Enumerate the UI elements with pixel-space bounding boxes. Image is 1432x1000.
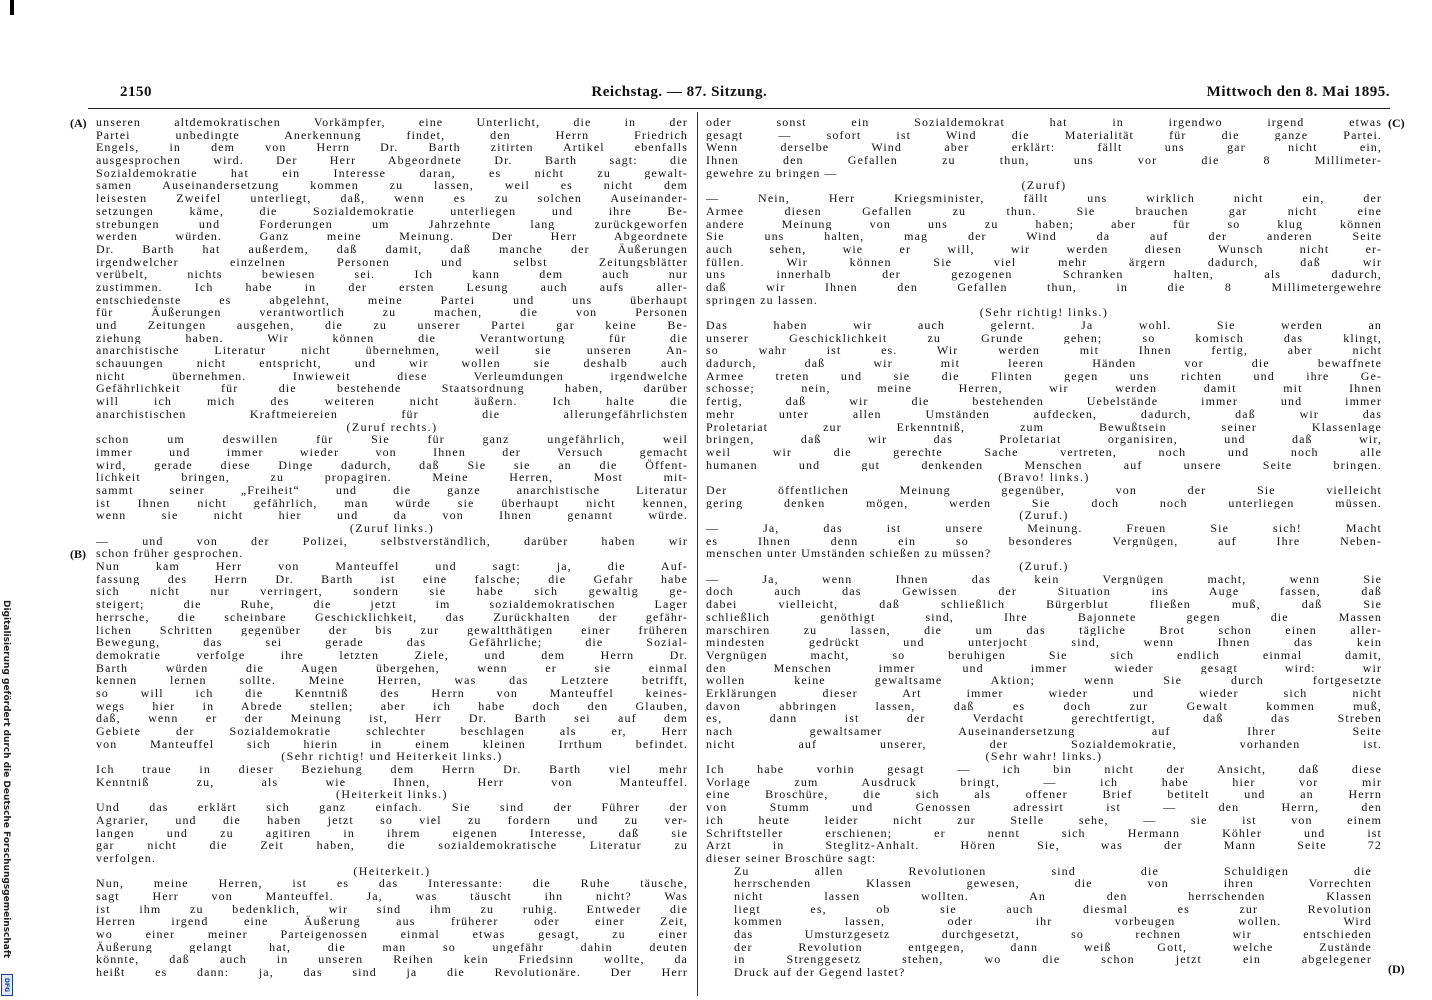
text-line: sammt seiner „Freiheit“ und die ganze anarchistische Literatur [96,483,688,497]
text-line: schauungen nicht entspricht, und wir wollen sie deshalb auch [96,357,688,370]
text-line: verfolgen. [96,851,156,865]
text-line: ausgesprochen wird. Der Herr Abgeordnete Dr. Barth sagt: die [96,154,688,167]
text-line: Das haben wir auch gelernt. Ja wohl. Sie werden an [706,319,1382,332]
text-line: Ich habe vorhin gesagt — ich bin nicht der Ansicht, daß diese [706,763,1382,776]
stage-direction: (Heiterkeit links.) [336,788,448,802]
stage-direction: (Zuruf) [1021,179,1067,193]
text-line: es, dann ist der Verdacht gerechtfertigt, daß das Streben [706,712,1382,725]
session-title: Reichstag. — 87. Sitzung. [591,84,768,100]
text-line: gar nicht die Zeit haben, die sozialdemokratische Literatur zu [96,839,688,852]
text-line: Wenn derselbe Wind aber erklärt: fällt uns gar nicht ein, [706,141,1382,155]
quoted-passage [706,865,1382,979]
text-line: wird, gerade diese Dinge dadurch, daß Sie sie an die Öffent- [96,458,688,472]
text-line: mehr unter allen Umständen aufdecken, dadurch, daß wir das [706,407,1382,421]
text-line: irgendwelcher einzelnen Personen und selbst Zeitungsblätter [96,255,688,269]
page-header [120,84,1390,104]
text-line: fassung des Herrn Dr. Barth ist eine falsche; die Gefahr habe [96,572,688,586]
text-line: Ich traue in dieser Beziehung dem Herrn Dr. Barth viel mehr [96,763,688,776]
text-line: lichkeit bringen, zu propagiren. Meine Herren, Most mit- [96,471,688,484]
text-line: für Äußerungen verantwortlich zu machen, die von Personen [96,306,688,319]
text-line: Sozialdemokratie hat ein Interesse daran, es nicht zu gewalt- [96,166,688,180]
text-line: ziehung haben. Wir können die Verantwortung für die [96,331,688,345]
text-line: marschiren zu lassen, die um das tägliche Brot schon einen aller- [706,623,1382,637]
text-line: menschen unter Umständen schießen zu müssen? [706,547,992,561]
text-line: unseren altdemokratischen Vorkämpfer, eine Unterlicht, die in der [96,116,688,129]
speech-block [706,116,1382,865]
text-line: springen zu lassen. [706,293,818,307]
text-line: von Manteuffel sich hierin in einem kleinen Irrthum befindet. [96,737,688,751]
text-line: fertig, daß wir die bestehenden Uebelstände immer und immer [706,395,1382,408]
text-line: Agrarier, und die haben jetzt so viel zu fordern und zu ver- [96,813,688,827]
text-line: weil wir die gerechte Sache vertreten, noch und noch alle [706,445,1382,459]
stage-direction: (Zuruf rechts.) [346,420,438,434]
stage-direction: (Sehr richtig! und Heiterkeit links.) [281,750,503,764]
text-line: werden würden. Ganz meine Meinung. Der Herr Abgeordnete [96,230,688,243]
margin-marker-a: (A) [70,116,87,130]
text-line: Armee treten und sie die Flinten gegen uns richten und ihre Ge- [706,369,1382,383]
text-line: den Menschen immer und immer wieder gesagt wird: wir [706,661,1382,675]
dfg-logo: DFG [1,974,13,996]
text-line: Bewegung, das sei gerade das Gefährliche; die Sozial- [96,636,688,649]
text-line: nicht auf unserer, der Sozialdemokratie, vorhanden ist. [706,737,1382,751]
text-line: heißt es dann: ja, das sind ja die Revolutionäre. Der Herr [96,966,688,979]
text-line: wegs hier in Abrede stellen; aber ich habe doch den Glauben, [96,699,688,713]
text-line: will ich mich des weiteren nicht äußern. Ich halte die [96,395,688,408]
right-column [706,116,1382,996]
text-line: strebungen und Forderungen um Jahrzehnte lang zurückgeworfen [96,217,688,231]
text-line: — und von der Polizei, selbstverständlich, darüber haben wir [96,534,688,548]
text-line: Äußerung gelangt hat, die man so ungefähr dahin deuten [96,940,688,954]
text-line: gewehre zu bringen — [706,166,838,180]
text-line: langen und zu agitiren in ihrem eigenen Interesse, daß sie [96,826,688,840]
text-line: wenn sie nicht hier und da von Ihnen genannt würde. [96,509,688,522]
quote-line: das Umsturzgesetz durchgesetzt, so rechnen wir entschieden [734,928,1372,941]
text-line: Erklärungen dieser Art immer wieder und wieder sich nicht [706,686,1382,700]
text-line: unserer Geschicklichkeit zu Grunde gehen; so komisch das klingt, [706,331,1382,345]
page-number: 2150 [120,84,152,100]
text-line: Ihnen den Gefallen zu thun, uns vor die 8 Millimeter- [706,154,1382,167]
quote-line: herrschenden Klassen gewesen, die von ihren Vorrechten [734,877,1372,890]
text-line: füllen. Wir können Sie viel mehr ärgern dadurch, daß wir [706,255,1382,269]
text-line: Armee diesen Gefallen zu thun. Sie brauchen gar nicht eine [706,204,1382,218]
stage-direction: (Zuruf links.) [349,522,435,535]
text-line: Kenntniß zu, als wie Ihnen, Herr von Manteuffel. [96,775,688,789]
quote-line: Druck auf der Gegend lastet? [734,966,906,979]
text-line: wollen keine gewaltsame Aktion; wenn Sie durch fortgesetzte [706,674,1382,687]
text-line: verübelt, nichts bewiesen sei. Ich kann dem auch nur [96,268,688,281]
text-line: Barth würden die Augen übergehen, wenn er sie einmal [96,661,688,675]
text-line: — Ja, wenn Ihnen das kein Vergnügen macht, wenn Sie [706,572,1382,586]
text-line: uns innerhalb der gezogenen Schranken halten, als dadurch, [706,268,1382,281]
column-rule [697,112,698,996]
quote-line: nicht lassen wollten. An den herrschenden Klassen [734,889,1372,903]
text-line: anarchistische Literatur nicht übernehmen, weil sie unseren An- [96,344,688,358]
text-line: und Zeitungen ausgehen, die zu unserer Partei gar keine Be- [96,319,688,332]
text-line: schosse; nein, meine Herren, wir werden damit mit Ihnen [706,382,1382,396]
text-line: anarchistischen Kraftmeiereien für die allerungefährlichsten [96,407,688,421]
quote-line: liegt es, ob sie auch diesmal es zur Revolution [734,902,1372,916]
text-line: kennen lernen sollte. Meine Herren, was das Letztere betrifft, [96,674,688,687]
text-line: Partei unbedingte Anerkennung findet, den Herrn Friedrich [96,128,688,142]
text-line: davon abbringen lassen, daß es doch zur Gewalt kommen muß, [706,699,1382,713]
text-line: immer und immer wieder von Ihnen der Versuch gemacht [96,445,688,459]
scan-edge-mark [10,0,14,15]
text-line: dieser seiner Broschüre sagt: [706,851,877,865]
text-line: andere Meinung von uns zu haben; aber für so klug können [706,217,1382,231]
header-rule [88,108,1390,109]
quote-line: kommen lassen, oder ihr vorbeugen wollen. Wird [734,915,1372,928]
text-line: Nun, meine Herren, ist es das Interessante: die Ruhe täusche, [96,877,688,890]
text-line: Herren irgend eine Äußerung aus früherer oder einer Zeit, [96,915,688,928]
text-line: sich nicht nur verringert, sondern sie habe sich gewaltig ge- [96,585,688,599]
text-line: bringen, daß wir das Proletariat organisiren, und daß wir, [706,433,1382,446]
text-line: humanen und gut denkenden Menschen auf unsere Seite bringen. [706,458,1382,472]
text-line: lichen Schritten gegenüber der bis zur gewaltthätigen einer früheren [96,623,688,637]
text-line: schon um deswillen für Sie für ganz ungefährlich, weil [96,433,688,446]
text-line: Arzt in Steglitz-Anhalt. Hören Sie, was der Mann Seite 72 [706,839,1382,852]
text-line: sagt Herr von Manteuffel. Ja, was täuscht ihn nicht? Was [96,889,688,903]
text-line: Proletariat zur Erkenntniß, zum Bewußtsein seiner Klassenlage [706,420,1382,434]
text-line: ist ihm zu bedenklich, wir sind ihm zu ruhig. Entweder die [96,902,688,916]
text-line: auch sehen, wie er will, wir werden diesen Wunsch nicht er- [706,242,1382,256]
margin-marker-c: (C) [1388,116,1405,130]
session-date: Mittwoch den 8. Mai 1895. [1206,84,1390,100]
text-line: von Stumm und Genossen adressirt ist — den Herrn, den [706,801,1382,814]
quote-line: der Revolution entgegen, dann weiß Gott, welche Zustände [734,940,1372,954]
text-line: setzungen käme, die Sozialdemokratie unterliegen und ihre Be- [96,204,688,218]
text-line: leisesten Zweifel unterliegt, daß, wenn es zu solchen Auseinander- [96,192,688,205]
text-line: zustimmen. Ich habe in der ersten Lesung auch aufs aller- [96,280,688,294]
text-line: mindesten gedrückt und unterjocht sind, wenn Ihnen das kein [706,636,1382,649]
text-line: könnte, daß auch in unseren Reihen kein Friedsinn wollte, da [96,953,688,967]
left-column [96,116,688,996]
text-line: daß wir Ihnen den Gefallen thun, in die 8 Millimetergewehre [706,280,1382,294]
text-line: oder sonst ein Sozialdemokrat hat in irgendwo irgend etwas [706,116,1382,129]
text-line: schließlich genöthigt sind, Ihre Bajonnete gegen die Massen [706,610,1382,624]
text-line: eine Broschüre, die sich als offener Brief betitelt und an Herrn [706,788,1382,802]
text-line: nach gewaltsamer Auseinandersetzung auf Ihrer Seite [706,725,1382,738]
text-line: dadurch, daß wir mit leeren Händen vor die bewaffnete [706,357,1382,370]
text-line: gesagt — sofort ist Wind die Materialität für die ganze Partei. [706,128,1382,142]
quote-line: in Strenggesetz stehen, wo die schon jetzt ein abgelegener [734,953,1372,967]
text-line: Nun kam Herr von Manteuffel und sagt: ja, die Auf- [96,560,688,573]
margin-marker-d: (D) [1388,962,1405,976]
stage-direction: (Zuruf.) [1019,509,1069,522]
text-line: — Ja, das ist unsere Meinung. Freuen Sie sich! Macht [706,522,1382,535]
stage-direction: (Sehr richtig! links.) [979,306,1109,319]
text-line: nicht übernehmen. Inwieweit diese Verleumdungen irgendwelche [96,369,688,383]
text-line: Vergnügen macht, so beruhigen Sie sich endlich einmal damit, [706,648,1382,662]
text-line: ist Ihnen nicht gefährlich, man würde sie überhaupt nicht kennen, [96,496,688,510]
text-line: so will ich die Kenntniß des Herrn von Manteuffel keines- [96,686,688,700]
text-line: Sie uns halten, mag der Wind da auf der anderen Seite [706,230,1382,243]
quote-line: Zu allen Revolutionen sind die Schuldigen die [734,864,1372,878]
text-line: es Ihnen denn ein so besonderes Vergnügen, auf Ihre Neben- [706,534,1382,548]
text-line: Und das erklärt sich ganz einfach. Sie sind der Führer der [96,801,688,814]
text-line: Vorlage zum Ausdruck bringt, — ich habe hier vor mir [706,775,1382,789]
text-line: doch auch das Gewissen der Situation ins Auge fassen, daß [706,585,1382,599]
text-line: wo einer meiner Parteigenossen einmal etwas gesagt, zu einer [96,928,688,941]
text-line: Gefährlichkeit für die bestehende Staatsordnung haben, darüber [96,382,688,396]
text-line: Dr. Barth hat außerdem, daß damit, daß manche der Äußerungen [96,242,688,256]
digitization-credit: Digitalisierung gefördert durch die Deutsche Forschungsgemeinschaft [1,600,11,959]
text-line: samen Auseinandersetzung kommen zu lassen, weil es nicht dem [96,179,688,193]
text-line: Schriftsteller erschienen; er nennt sich Hermann Köhler und ist [706,826,1382,840]
text-line: demokratie verfolge ihre letzten Ziele, und dem Herrn Dr. [96,648,688,662]
text-line: Gebiete der Sozialdemokratie schlechter beschlagen als er, Herr [96,725,688,738]
stage-direction: (Sehr wahr! links.) [985,750,1103,764]
text-line: schon früher gesprochen. [96,547,244,561]
stage-direction: (Heiterkeit.) [353,864,431,878]
margin-marker-b: (B) [70,547,86,561]
text-line: Der öffentlichen Meinung gegenüber, von der Sie vielleicht [706,483,1382,497]
text-line: steigert; die Ruhe, die jetzt im sozialdemokratischen Lager [96,598,688,611]
text-line: daß, wenn er der Meinung ist, Herr Dr. Barth sei auf dem [96,712,688,725]
text-line: herrsche, die scheinbare Geschicklichkeit, das Zurückhalten der gefähr- [96,610,688,624]
stage-direction: (Zuruf.) [1019,560,1069,573]
text-line: entschiedenste es abgelehnt, meine Partei und uns überhaupt [96,293,688,307]
text-line: — Nein, Herr Kriegsminister, fällt uns wirklich nicht ein, der [706,192,1382,205]
text-line: gering denken mögen, werden Sie doch noch unterliegen müssen. [706,496,1382,510]
text-line: dabei vielleicht, daß schließlich Bürgerblut fließen muß, daß Sie [706,598,1382,611]
stage-direction: (Bravo! links.) [998,471,1090,484]
text-line: ich heute leider nicht zur Stelle sehe, — sie ist von einem [706,813,1382,827]
text-line: Engels, in dem von Herrn Dr. Barth zitirten Artikel ebenfalls [96,141,688,155]
text-line: so wahr ist es. Wir werden mit Ihnen fertig, aber nicht [706,344,1382,358]
